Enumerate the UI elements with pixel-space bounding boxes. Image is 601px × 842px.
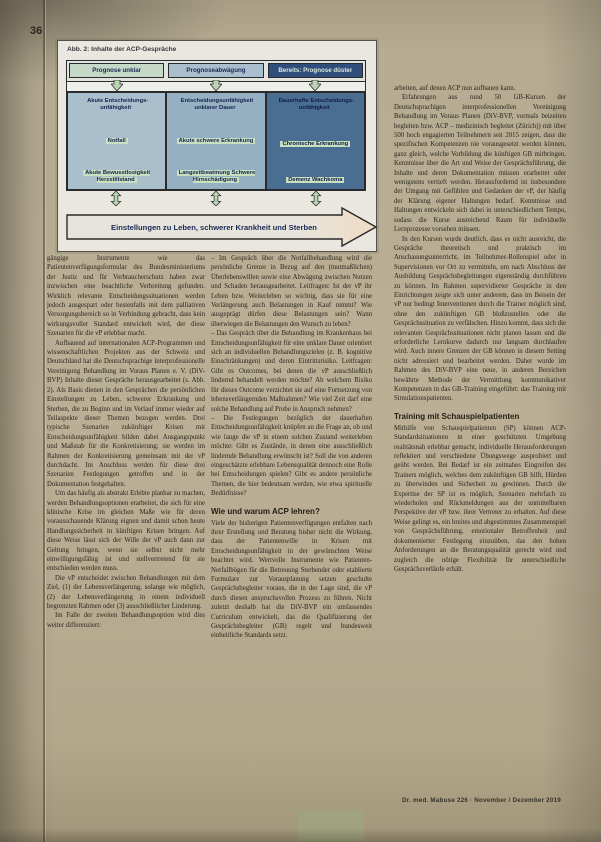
- body-paragraph: Aufbauend auf internationalen ACP-Programmen und wissenschaftlichen Projekten aus der Schweiz und Deutschland hat die Deutschsprachige interprofessionelle Vereinigung Behandlung im Voraus Planen e. V. (DiV-BVP) Inhalte dieser Gespräche herausgearbeitet (s. Abb. 2). Als Basis dienen in den Gesprächen die persönlichen Einstellungen zu Leben, schwerer Erkrankung und Sterben, die zu Beginn und im Verlauf immer wieder auf Teilaspekte dieser Themen bezogen werden. Drei typische Szenarien zukünftiger Krisen mit Entscheidungsunfähigkeit bilden dabei Ausgangspunkt und Maßstab für die Konkretisierung; sie werden im Rahmen der Konkretisierung gemeinsam mit der vP durchdacht. Im Anschluss werden für diese drei Szenarien Festlegungen getroffen und in der Dokumentation festgehalten.: [47, 339, 205, 488]
- figure-column-body: [266, 92, 365, 190]
- body-paragraph: arbeiten, auf denen ACP nun aufbauen kann.: [394, 85, 516, 92]
- article-column-left: [47, 254, 205, 812]
- figure-item: Akute Entscheidungs- unfähigkeit: [87, 98, 149, 111]
- body-paragraph: – Das Gespräch über die Behandlung im Krankenhaus bei Entscheidungsunfähigkeit für eine unklare Dauer orientiert sich an individuellen Behandlungszielen (z. B. kognitive Einschränkungen) und deren Eintrittsrisiko. Leitfragen: Gibt es Outcomes, bei denen die vP ausschließlich lindernd behandelt werden möchte? Ab welchem Risiko für dieses Outcome verzichtet sie auf eine Fortsetzung von lebensverlängernden Maßnahmen? Wie viel Zeit darf eine solche Behandlung auf Probe in Anspruch nehmen?: [211, 330, 372, 413]
- page-number: 36: [30, 25, 43, 37]
- diagram-connector-row: [66, 191, 366, 206]
- figure-item: Akute schwere Erkrankung: [178, 137, 254, 144]
- figure-item: Dauerhafte Entscheidungs- unfähigkeit: [278, 98, 354, 111]
- article-column-middle: [211, 254, 372, 812]
- journal-footer: Dr. med. Mabuse 226 · November / Dezember 2019: [402, 797, 561, 804]
- double-arrow-icon: [166, 191, 266, 206]
- figure-item: Notfall: [107, 137, 126, 144]
- figure-column-header: Bereits: Prognose düster: [268, 63, 363, 78]
- body-paragraph: Um das häufig als abstrakt Erlebte planbar zu machen, werden Behandlungsoptionen erarbeitet, die sich für eine klinische Krise im gleichen Maße wie für deren vorausschauende Klärung eignen und damit schon heute Handlungssicherheit in künftigen Krisen bringen. Auf diese Weise lässt sich der Wille der vP auch dann zur Geltung bringen, wenn sie selbst nicht mehr einwilligungsfähig ist und stellvertretend für sie entschieden werden muss.: [47, 490, 205, 573]
- banner-arrow: [66, 206, 366, 253]
- acp-diagram: [66, 60, 366, 253]
- figure-item: Entscheidungsunfähigkeit unklarer Dauer: [180, 98, 254, 111]
- section-heading: Training mit Schauspielpatienten: [394, 411, 520, 421]
- figure-item: Demenz Wachkoma: [288, 177, 343, 183]
- figure-caption: Abb. 2: Inhalte der ACP-Gespräche: [67, 46, 177, 53]
- banner-text: Einstellungen zu Leben, schwerer Krankheit und Sterben: [111, 223, 317, 232]
- down-arrow-icon: [67, 82, 166, 91]
- diagram-box: [66, 60, 366, 191]
- down-arrow-icon: [166, 82, 265, 91]
- body-paragraph: gängige Instrumente wie das Patientenverfügungsformular des Bundesministeriums der Justiz und für Verbraucherschutz haben zwar inzwischen eine beachtliche Verbreitung gefunden. Wirklich relevante Entscheidungssituationen werden jedoch ausgespart oder bestenfalls mit dem palliativen Versorgungsbereich so in Verbindung gebracht, dass kein wirkungsvoller Standard entwickelt wird, der diese Szenarien für die vP erlebbar macht.: [47, 255, 205, 338]
- double-arrow-icon: [66, 191, 166, 206]
- body-paragraph: Viele der bisherigen Patientenverfügungen entfalten nach ihrer Erstellung und Beratung bisher nicht die Wirkung, dass der Patientenwille in Krisen mit Entscheidungsunfähigkeit in der gewünschten Weise beachtet wird. Wertvolle Instrumente wie Patienten-Notfallbögen für die Betreuung Sterbender oder etablierte Formulare zur Vorausplanung setzen geschulte Gesprächsbegleiter voraus, die in der Lage sind, die vP durch diesen anspruchsvollen Prozess zu führen. Nicht zuletzt deshalb hat die DiV-BVP ein umfassendes Curriculum entwickelt, das die Qualifizierung der Gesprächsbegleiter (GB) regelt und bundesweit einheitliche Standards setzt.: [211, 519, 372, 640]
- down-arrow-icon: [266, 82, 365, 91]
- double-arrow-icon: [266, 191, 366, 206]
- body-paragraph: – Im Gespräch über die Notfallbehandlung wird die persönliche Grenze in Bezug auf den (mutmaßlichen) Überlebenswillen sowie eine Abwägung zwischen Nutzen und Schaden herausgearbeitet. Leitfragen: Ist der vP ihr Leben bzw. Weiterleben so wichtig, dass sie für eine Verlängerung auch Belastungen in Kauf nimmt? Wie ausgeprägt dürfen diese Belastungen sein? Wann überwiegen die Belastungen den Wunsch zu leben?: [211, 255, 372, 328]
- figure-column-header: Prognoseabwägung: [168, 63, 263, 78]
- diagram-body-row: [67, 92, 365, 190]
- body-paragraph: Erfahrungen aus rund 50 GB-Kursen der Deutschsprachigen interprofessionellen Vereinigung Behandlung im Voraus Planen (DiV-BVP, vormals beizeiten begleiten bzw. ACP – medizinisch begleitet (Zürich)) mit über 500 hoch engagierten Teilnehmern seit 2015 zeigen, dass die spezifischen Kompetenzen nie vorausgesetzt werden können, ganz gleich, welche Vorbildung die künftigen GB mitbringen. Kenntnisse über die Art und Weise der Gesprächsführung, die Inhalte und deren Dokumentation müssen erarbeitet oder wenigstens vertieft werden. Herausfordernd ist insbesondere der Umgang mit Gefühlen und Gedanken der vP, der häufig der Klärung eigener Haltungen bedarf. Kenntnisse und Haltungen entwickeln sich dabei in unterschiedlichem Tempo, sodass die Kurse ausreichend Raum für individuelle Lernprozesse vorsehen müssen.: [394, 94, 566, 234]
- scan-shadow: [0, 828, 601, 842]
- figure-item: Akute Bewusstlosigkeit Herzstillstand: [85, 170, 151, 183]
- body-paragraph: Mithilfe von Schauspielpatienten (SP) können ACP-Standardsituationen in einer geschützten Umgebung realitätsnah erlebbar gemacht, individuelle Herausforderungen reflektiert und verschiedene Übungswege ausprobiert und geübt werden. Bei Bedarf ist ein zeitnahes Eingreifen des Trainers möglich, welches dem zukünftigen GB hilft, Hürden zu überwinden und Sicherheit zu gewinnen. Durch die Expertise der SP ist es möglich, Szenarien mehrfach zu wiederholen und Rückmeldungen aus der unmittelbaren Perspektive der vP bzw. ihrer Vertreter zu erhalten. Auf diese Weise gelingt es, ein breites und abgestimmtes Zusammenspiel von Gesprächsführung, emotionaler Betroffenheit und dokumentierter Festlegung einzuüben, das den hohen Anforderungen an die Beratungsqualität gerecht wird und zugleich die nötige Flexibilität für unterschiedliche Gesprächsverläufe erhält.: [394, 424, 566, 573]
- body-paragraph: In den Kursen wurde deutlich, dass es nicht ausreicht, die Gespräche theoretisch und praktisch im Anschauungsunterricht, im Teilnehmer-Rollenspiel oder in Supervisionen vor Ort zu vermitteln, um nach Abschluss der Ausbildung Gesprächsbegleitungen eigenständig durchführen zu können. Im Rahmen supervidierter Gespräche in den Einrichtungen zeigte sich unter anderem, dass im Beisein der vP nur bedingt Interventionen durch die Trainer möglich sind, ohne den zukünftigen GB bloßzustellen oder die Gesprächssituation zu verfälschen. Hinzu kommt, dass sich die relevanten Gesprächssituationen nicht planen lassen und die erforderliche Lernkurve dadurch nur langsam durchlaufen wird. Auch innere Grenzen der GB können in diesem Setting nicht adressiert und bearbeitet werden. Daher wurde im Rahmen des DiV-BVP eine neue, in anderen Bereichen bewährte Methode der Vermittlung kommunikativer Kompetenzen in das GB-Training eingeführt: das Training mit Simulationspatienten.: [394, 235, 566, 403]
- figure-item: Langzeitbeatmung Schwere Hirnschädigung: [178, 170, 256, 183]
- page-fold-line: [43, 0, 45, 842]
- figure-panel: [57, 40, 377, 252]
- figure-column-header: Prognose unklar: [69, 63, 164, 78]
- diagram-track: [67, 81, 365, 92]
- figure-column-body: [166, 92, 265, 190]
- figure-item: Chronische Erkrankung: [282, 141, 349, 147]
- body-paragraph: Im Falle der zweiten Behandlungsoption wird dies weiter differenziert:: [47, 612, 205, 629]
- body-paragraph: – Die Festlegungen bezüglich der dauerhaften Entscheidungsunfähigkeit knüpfen an die Frage an, ob und wie lange die vP in einem solchen Zustand weiterleben möchte: Gibt es Zustände, in denen eine ausschließlich lindernde Behandlung erwünscht ist? Soll die von anderen eingeschätzte erlebbare Lebensqualität dennoch eine Rolle bei Entscheidungen spielen? Gibt es andere persönliche Themen, die hier bedeutsam werden, wie etwa spirituelle Bedürfnisse?: [211, 414, 372, 498]
- figure-column-body: [67, 92, 166, 190]
- diagram-header-row: [67, 61, 365, 78]
- section-heading: Wie und warum ACP lehren?: [211, 506, 320, 516]
- body-paragraph: Die vP entscheidet zwischen Behandlungen mit dem Ziel, (1) der Lebensverlängerung, solange wie möglich, (2) der Lebensverlängerung in einem individuell begrenzten Rahmen oder (3) ausschließlicher Linderung.: [47, 574, 205, 611]
- article-column-right: [394, 84, 566, 812]
